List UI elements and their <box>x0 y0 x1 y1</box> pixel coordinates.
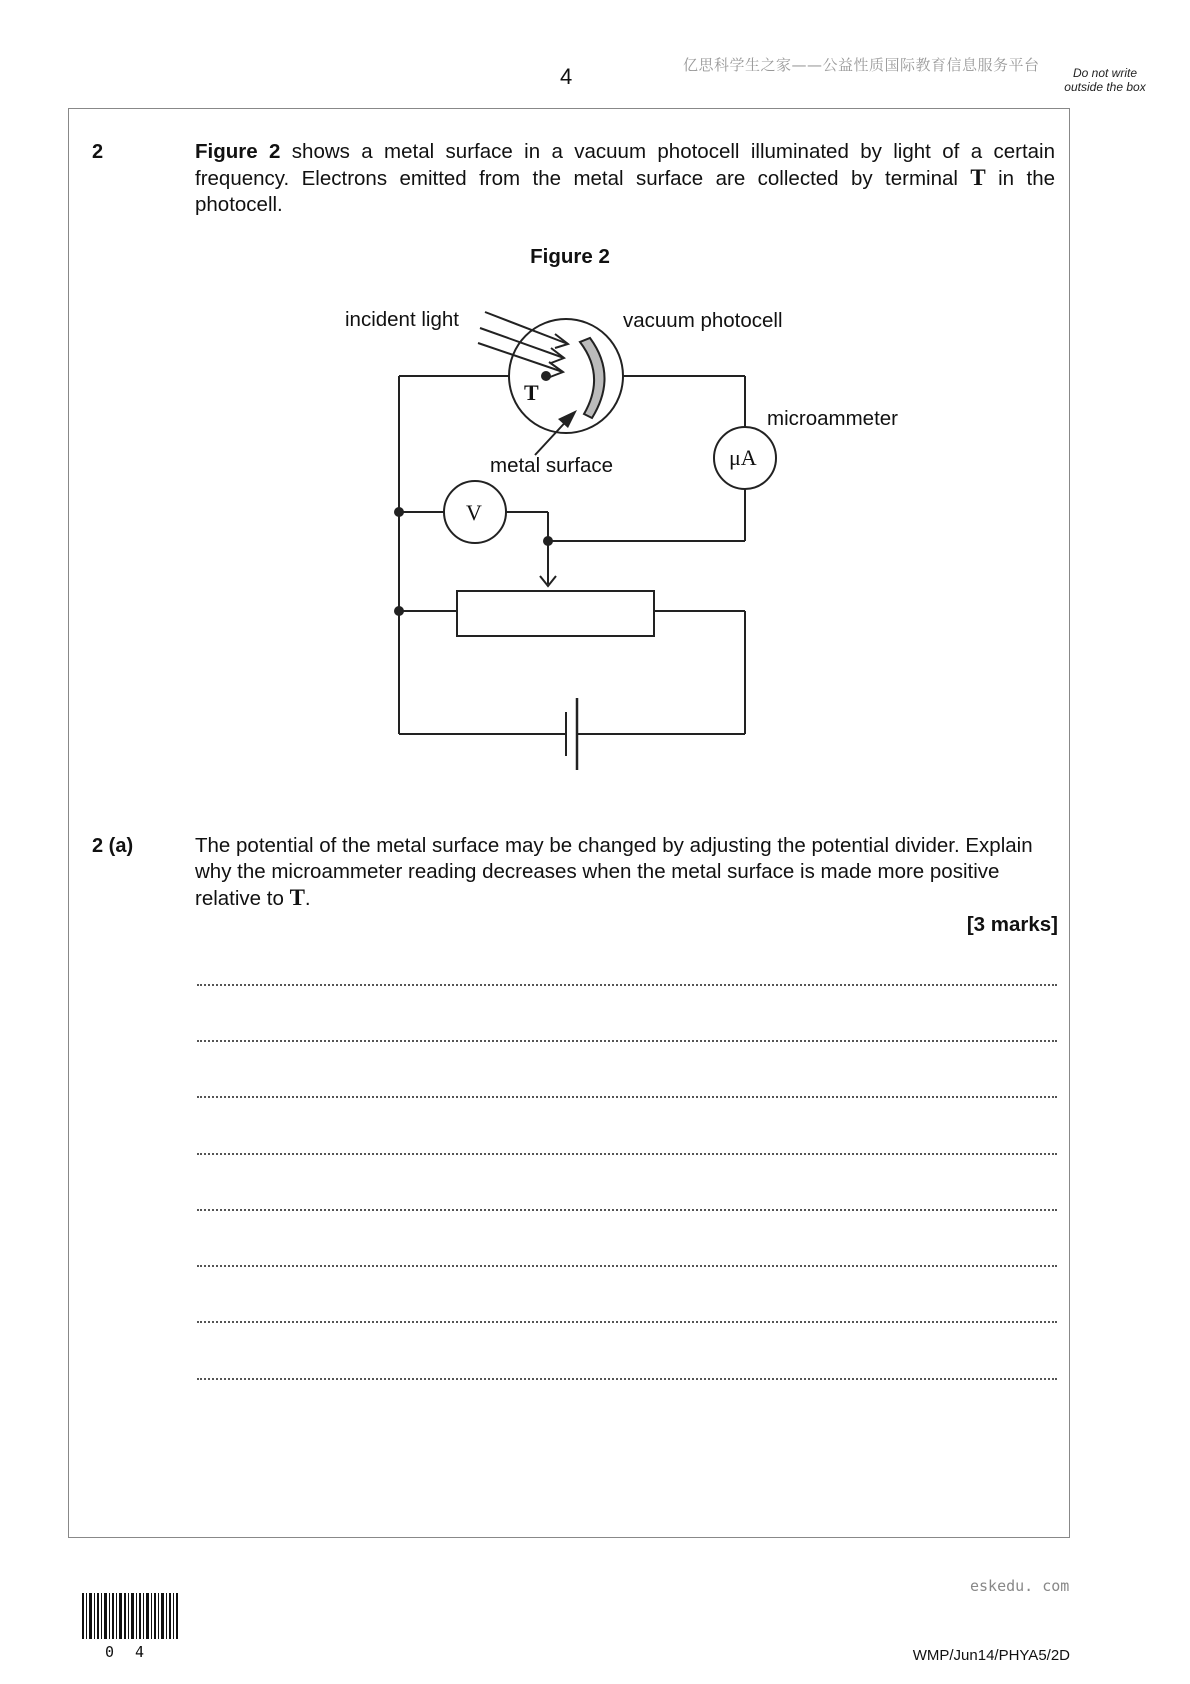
watermark-bottom: eskedu. com <box>970 1577 1070 1595</box>
subquestion-text-part1: The potential of the metal surface may be changed by adjusting the potential divider. Explain why the microammeter reading decreases when the metal surface is made more positive relative to <box>195 834 1033 910</box>
label-microammeter-symbol: μA <box>729 445 757 470</box>
label-voltmeter-symbol: V <box>466 500 482 525</box>
figure-reference: Figure 2 <box>195 140 281 163</box>
circuit-diagram <box>0 0 1190 800</box>
terminal-dot <box>541 371 551 381</box>
paper-code: WMP/Jun14/PHYA5/2D <box>912 1647 1070 1664</box>
potential-divider <box>457 591 654 636</box>
answer-line[interactable] <box>197 1153 1057 1155</box>
subquestion-text-part2: . <box>304 887 311 910</box>
page-number: 4 <box>560 64 573 89</box>
label-incident-light: incident light <box>345 308 459 331</box>
label-terminal: T <box>524 380 539 405</box>
figure-title: Figure 2 <box>530 245 610 268</box>
metal-surface <box>580 338 605 418</box>
label-vacuum-photocell: vacuum photocell <box>623 309 783 332</box>
subquestion-text <box>195 833 1055 912</box>
label-metal-surface: metal surface <box>490 454 614 477</box>
answer-line[interactable] <box>197 1265 1057 1267</box>
answer-line[interactable] <box>197 984 1057 986</box>
marks-allocation: [3 marks] <box>966 913 1058 936</box>
answer-line[interactable] <box>197 1209 1057 1211</box>
watermark-top: 亿思科学生之家——公益性质国际教育信息服务平台 <box>683 56 1040 74</box>
answer-line[interactable] <box>197 1096 1057 1098</box>
label-microammeter: microammeter <box>767 407 898 430</box>
question-text-part2: in the photocell. <box>195 167 1055 216</box>
margin-note: Do not write outside the box <box>1064 66 1146 94</box>
barcode <box>82 1593 182 1641</box>
answer-line[interactable] <box>197 1378 1057 1380</box>
question-text-part1: shows a metal surface in a vacuum photocell illuminated by light of a certain frequency. Electrons emitted from the metal surface are collected by terminal <box>195 140 1055 190</box>
question-number: 2 <box>92 141 104 163</box>
barcode-number: 0 4 <box>105 1643 151 1661</box>
terminal-reference: T <box>970 165 986 190</box>
terminal-reference: T <box>289 885 305 910</box>
subquestion-number: 2 (a) <box>92 835 134 857</box>
answer-line[interactable] <box>197 1321 1057 1323</box>
answer-line[interactable] <box>197 1040 1057 1042</box>
